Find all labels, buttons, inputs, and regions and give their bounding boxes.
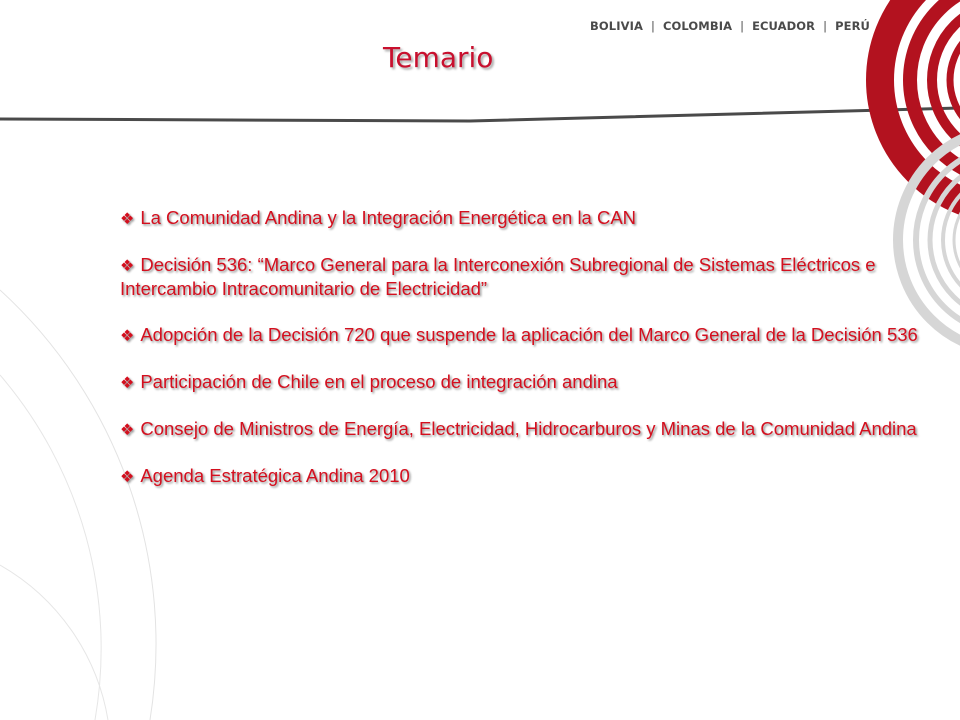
country-peru: PERÚ <box>835 19 870 33</box>
slide-title: Temario <box>383 41 494 74</box>
diamond-bullet-icon: ❖ <box>120 420 135 439</box>
agenda-item <box>120 206 920 230</box>
diamond-bullet-icon: ❖ <box>120 326 135 345</box>
diamond-bullet-icon: ❖ <box>120 256 135 275</box>
agenda-item-text: Decisión 536: “Marco General para la Interconexión Subregional de Sistemas Eléctricos e Intercambio Intracomunitario de Electricidad” <box>120 254 876 299</box>
diamond-bullet-icon: ❖ <box>120 373 135 392</box>
agenda-item-text: Consejo de Ministros de Energía, Electricidad, Hidrocarburos y Minas de la Comunidad Andina <box>140 418 917 439</box>
separator: | <box>740 19 745 33</box>
country-ecuador: ECUADOR <box>752 19 816 33</box>
agenda-item <box>120 370 920 394</box>
agenda-item <box>120 464 920 488</box>
agenda-item <box>120 253 920 300</box>
country-colombia: COLOMBIA <box>662 19 733 33</box>
agenda-item-text: Participación de Chile en el proceso de integración andina <box>140 371 618 392</box>
faint-arc <box>0 565 108 720</box>
diamond-bullet-icon: ❖ <box>120 209 135 228</box>
agenda-list <box>120 206 920 511</box>
country-header <box>590 16 870 36</box>
agenda-item <box>120 323 920 347</box>
header-divider <box>0 108 960 121</box>
separator: | <box>650 19 655 33</box>
agenda-item-text: Agenda Estratégica Andina 2010 <box>140 465 410 486</box>
agenda-item-text: La Comunidad Andina y la Integración Energética en la CAN <box>140 207 637 228</box>
agenda-item <box>120 417 920 441</box>
country-bolivia: BOLIVIA <box>590 19 643 33</box>
faint-arc <box>0 375 101 720</box>
diamond-bullet-icon: ❖ <box>120 467 135 486</box>
agenda-item-text: Adopción de la Decisión 720 que suspende la aplicación del Marco General de la Decisión 536 <box>140 324 918 345</box>
separator: | <box>823 19 828 33</box>
